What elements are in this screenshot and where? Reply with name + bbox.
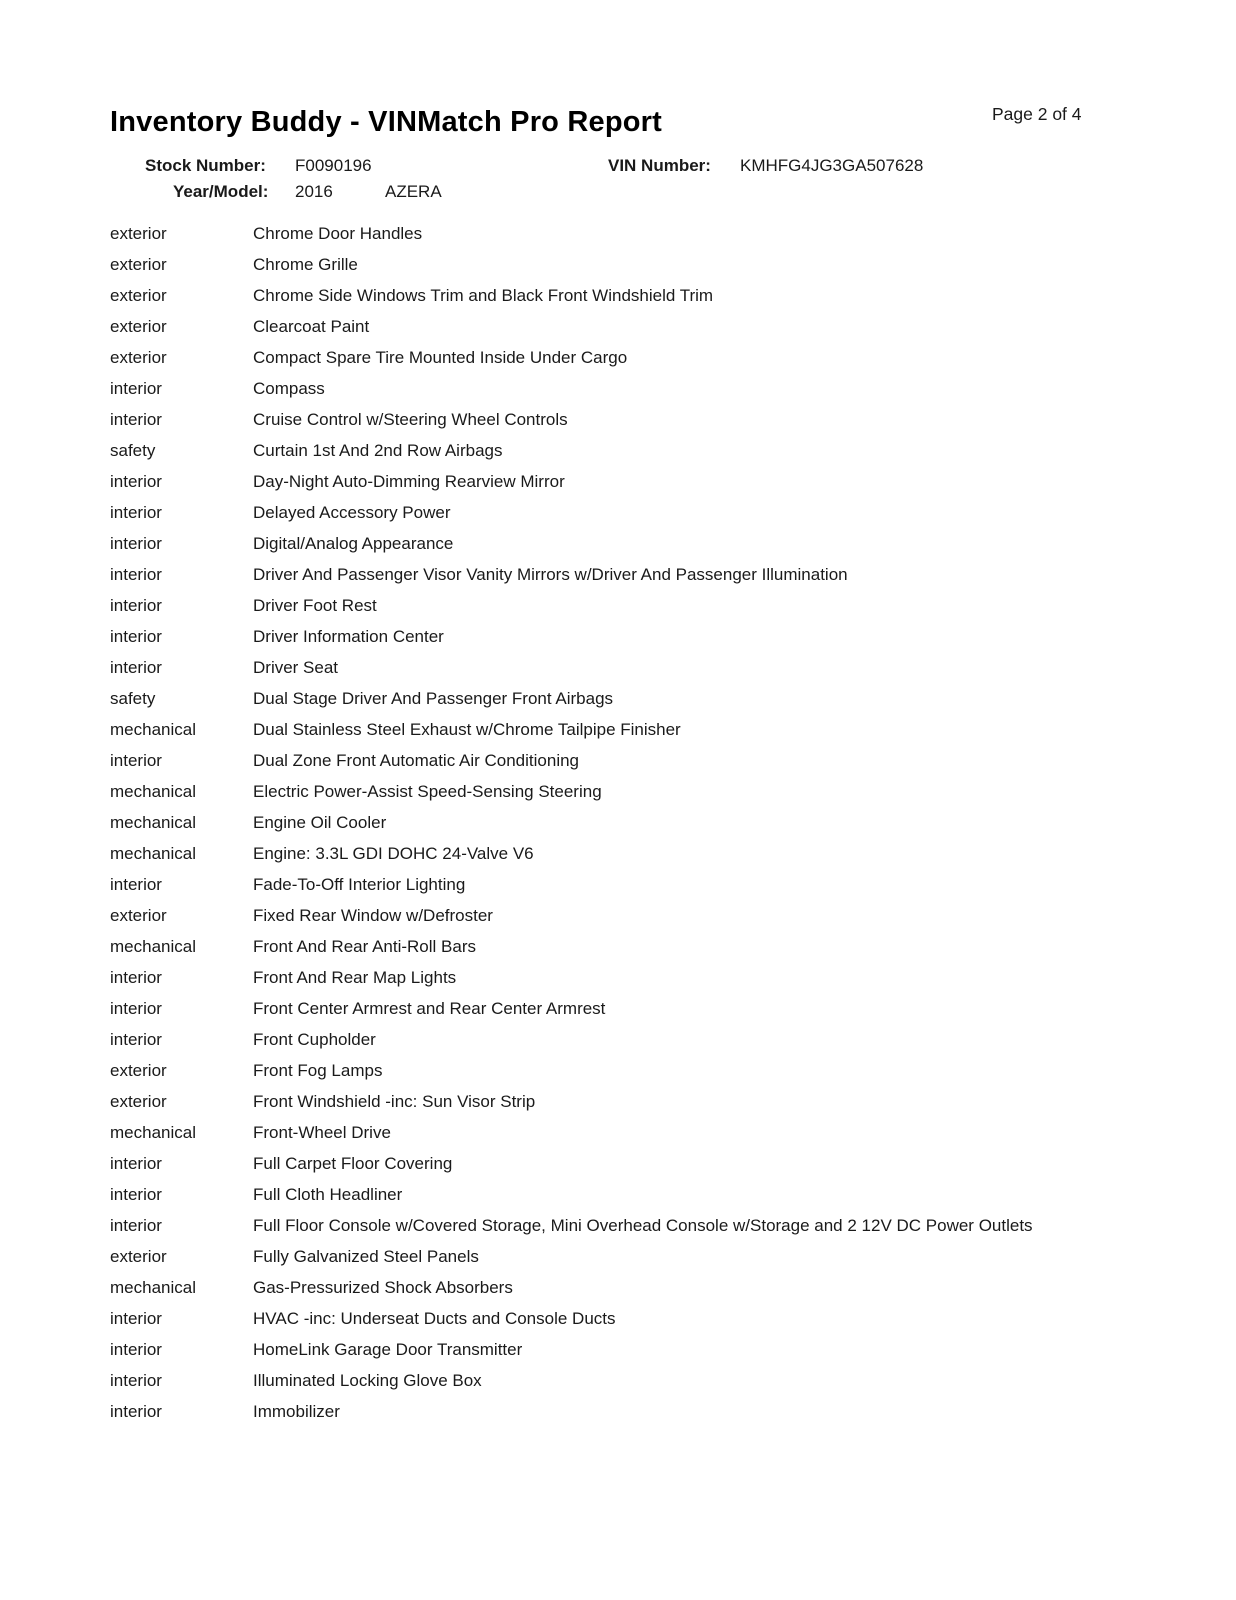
feature-row — [110, 1182, 1120, 1207]
feature-category: exterior — [110, 1092, 167, 1111]
feature-text: Compact Spare Tire Mounted Inside Under Cargo — [253, 348, 628, 367]
feature-row — [110, 500, 1120, 525]
feature-row — [110, 1337, 1120, 1362]
feature-text: Fully Galvanized Steel Panels — [253, 1247, 479, 1266]
feature-text: Front Windshield -inc: Sun Visor Strip — [253, 1092, 536, 1111]
feature-text: Day-Night Auto-Dimming Rearview Mirror — [253, 472, 565, 491]
feature-category: exterior — [110, 1247, 167, 1266]
feature-category: exterior — [110, 224, 167, 243]
feature-category: interior — [110, 1402, 162, 1421]
feature-text: Engine Oil Cooler — [253, 813, 387, 832]
feature-category: interior — [110, 534, 162, 553]
feature-category: mechanical — [110, 813, 196, 832]
feature-category: mechanical — [110, 1278, 196, 1297]
feature-category: interior — [110, 379, 162, 398]
feature-category: mechanical — [110, 844, 196, 863]
feature-category: interior — [110, 1371, 162, 1390]
feature-row — [110, 283, 1120, 308]
feature-category: safety — [110, 441, 156, 460]
feature-row — [110, 314, 1120, 339]
feature-row — [110, 903, 1120, 928]
report-title: Inventory Buddy - VINMatch Pro Report — [110, 106, 662, 138]
feature-text: Illuminated Locking Glove Box — [253, 1371, 482, 1390]
feature-text: Driver Information Center — [253, 627, 444, 646]
feature-row — [110, 1120, 1120, 1145]
feature-row — [110, 1244, 1120, 1269]
feature-row — [110, 934, 1120, 959]
feature-category: interior — [110, 999, 162, 1018]
feature-text: Full Cloth Headliner — [253, 1185, 403, 1204]
model-value: AZERA — [385, 182, 442, 201]
feature-text: Front-Wheel Drive — [253, 1123, 391, 1142]
feature-row — [110, 810, 1120, 835]
feature-row — [110, 1275, 1120, 1300]
feature-row — [110, 779, 1120, 804]
feature-text: Driver Foot Rest — [253, 596, 377, 615]
feature-text: Front Center Armrest and Rear Center Armrest — [253, 999, 606, 1018]
year-value: 2016 — [295, 182, 333, 201]
feature-category: exterior — [110, 317, 167, 336]
feature-text: Dual Zone Front Automatic Air Conditioning — [253, 751, 580, 770]
feature-row — [110, 469, 1120, 494]
feature-category: mechanical — [110, 720, 196, 739]
feature-text: Compass — [253, 379, 325, 398]
feature-text: Driver Seat — [253, 658, 339, 677]
feature-row — [110, 965, 1120, 990]
feature-category: interior — [110, 503, 162, 522]
feature-row — [110, 686, 1120, 711]
feature-row — [110, 996, 1120, 1021]
feature-row — [110, 1151, 1120, 1176]
feature-category: interior — [110, 1340, 162, 1359]
feature-category: mechanical — [110, 782, 196, 801]
feature-text: Front Cupholder — [253, 1030, 376, 1049]
feature-text: Chrome Grille — [253, 255, 358, 274]
feature-text: Full Floor Console w/Covered Storage, Mini Overhead Console w/Storage and 2 12V DC Power Outlets — [253, 1216, 1033, 1235]
feature-text: HomeLink Garage Door Transmitter — [253, 1340, 523, 1359]
page-indicator: Page 2 of 4 — [992, 104, 1082, 124]
feature-category: interior — [110, 658, 162, 677]
feature-row — [110, 1368, 1120, 1393]
feature-text: Clearcoat Paint — [253, 317, 370, 336]
feature-text: Gas-Pressurized Shock Absorbers — [253, 1278, 513, 1297]
feature-row — [110, 748, 1120, 773]
feature-row — [110, 407, 1120, 432]
feature-text: Dual Stainless Steel Exhaust w/Chrome Tailpipe Finisher — [253, 720, 681, 739]
feature-list — [110, 221, 1120, 1430]
feature-text: Front And Rear Anti-Roll Bars — [253, 937, 476, 956]
feature-row — [110, 438, 1120, 463]
feature-row — [110, 1058, 1120, 1083]
feature-row — [110, 624, 1120, 649]
feature-row — [110, 562, 1120, 587]
feature-text: Fixed Rear Window w/Defroster — [253, 906, 493, 925]
feature-category: mechanical — [110, 1123, 196, 1142]
feature-category: interior — [110, 875, 162, 894]
feature-text: Front Fog Lamps — [253, 1061, 383, 1080]
feature-category: interior — [110, 1154, 162, 1173]
feature-category: interior — [110, 1030, 162, 1049]
feature-text: Dual Stage Driver And Passenger Front Airbags — [253, 689, 614, 708]
feature-row — [110, 1089, 1120, 1114]
feature-row — [110, 1213, 1120, 1238]
year-model-label: Year/Model: — [173, 182, 269, 201]
feature-text: Front And Rear Map Lights — [253, 968, 457, 987]
feature-category: mechanical — [110, 937, 196, 956]
feature-text: Fade-To-Off Interior Lighting — [253, 875, 466, 894]
stock-number-label: Stock Number: — [145, 156, 266, 175]
feature-text: Electric Power-Assist Speed-Sensing Steering — [253, 782, 602, 801]
feature-category: interior — [110, 1185, 162, 1204]
feature-row — [110, 841, 1120, 866]
feature-text: Delayed Accessory Power — [253, 503, 451, 522]
feature-row — [110, 221, 1120, 246]
feature-row — [110, 531, 1120, 556]
feature-category: exterior — [110, 906, 167, 925]
vin-number-label: VIN Number: — [608, 156, 711, 175]
feature-text: HVAC -inc: Underseat Ducts and Console Ducts — [253, 1309, 616, 1328]
feature-row — [110, 872, 1120, 897]
feature-category: interior — [110, 627, 162, 646]
feature-category: interior — [110, 751, 162, 770]
feature-category: safety — [110, 689, 156, 708]
feature-category: interior — [110, 1216, 162, 1235]
feature-text: Chrome Door Handles — [253, 224, 423, 243]
feature-row — [110, 376, 1120, 401]
feature-row — [110, 593, 1120, 618]
feature-category: exterior — [110, 286, 167, 305]
feature-row — [110, 1399, 1120, 1424]
feature-category: exterior — [110, 1061, 167, 1080]
feature-category: interior — [110, 410, 162, 429]
feature-text: Digital/Analog Appearance — [253, 534, 454, 553]
feature-text: Engine: 3.3L GDI DOHC 24-Valve V6 — [253, 844, 534, 863]
feature-text: Driver And Passenger Visor Vanity Mirrors w/Driver And Passenger Illumination — [253, 565, 848, 584]
feature-category: interior — [110, 968, 162, 987]
feature-category: exterior — [110, 348, 167, 367]
feature-category: interior — [110, 472, 162, 491]
feature-text: Curtain 1st And 2nd Row Airbags — [253, 441, 503, 460]
feature-text: Cruise Control w/Steering Wheel Controls — [253, 410, 568, 429]
feature-text: Immobilizer — [253, 1402, 340, 1421]
feature-text: Full Carpet Floor Covering — [253, 1154, 453, 1173]
stock-number-value: F0090196 — [295, 156, 372, 175]
vin-number-value: KMHFG4JG3GA507628 — [740, 156, 924, 175]
feature-text: Chrome Side Windows Trim and Black Front Windshield Trim — [253, 286, 714, 305]
feature-category: exterior — [110, 255, 167, 274]
feature-row — [110, 1027, 1120, 1052]
feature-row — [110, 655, 1120, 680]
feature-row — [110, 252, 1120, 277]
feature-row — [110, 345, 1120, 370]
feature-category: interior — [110, 1309, 162, 1328]
feature-category: interior — [110, 565, 162, 584]
feature-category: interior — [110, 596, 162, 615]
feature-row — [110, 1306, 1120, 1331]
feature-row — [110, 717, 1120, 742]
